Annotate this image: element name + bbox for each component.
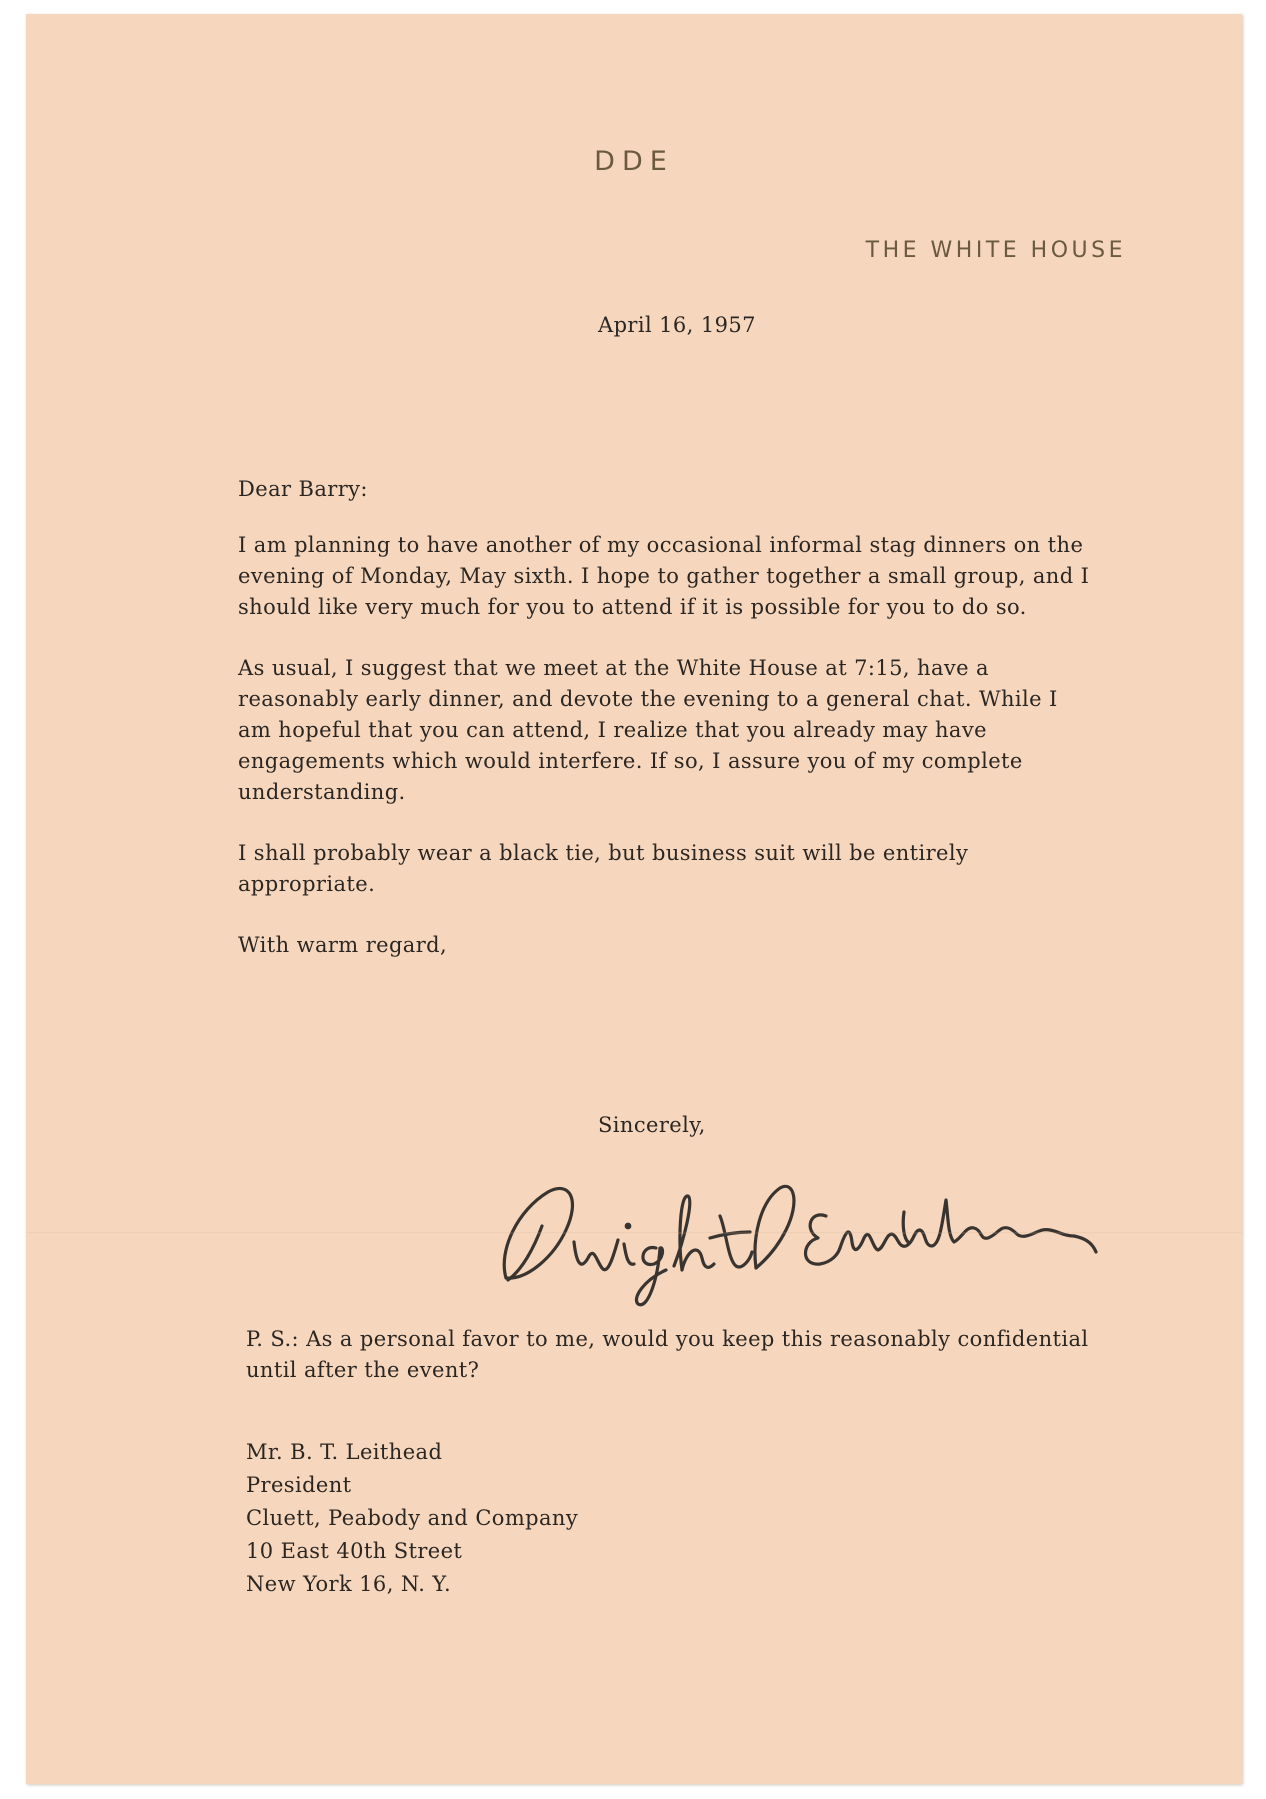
letter-body [238,530,1098,991]
monogram: DDE [594,146,674,177]
recipient-name: Mr. B. T. Leithead [246,1440,443,1464]
body-paragraph-1: I am planning to have another of my occasional informal stag dinners on the evening of Monday, May sixth. I hope to gather together a small group, and I should like very much for you to attend if it is possible for you to do so. [238,533,1090,619]
body-paragraph-3: I shall probably wear a black tie, but business suit will be entirely appropriate. [238,841,969,896]
letter-sheet [26,14,1242,1784]
signature [488,1130,1118,1310]
body-paragraph-4: With warm regard, [238,933,448,957]
letterhead-title: THE WHITE HOUSE [865,238,1126,263]
salutation: Dear Barry: [238,477,368,501]
postscript: P. S.: As a personal favor to me, would you keep this reasonably confidential until after the event? [246,1327,1089,1382]
recipient-title: President [246,1473,352,1497]
recipient-company: Cluett, Peabody and Company [246,1506,579,1530]
body-paragraph-2: As usual, I suggest that we meet at the White House at 7:15, have a reasonably early dinner, and devote the evening to a general chat. While I am hopeful that you can attend, I realize that you already may have engagements which would interfere. If so, I assure you of my complete understanding. [238,656,1058,804]
recipient-city: New York 16, N. Y. [246,1572,452,1596]
recipient-street: 10 East 40th Street [246,1539,463,1563]
recipient-address [246,1436,578,1601]
letter-date: April 16, 1957 [598,313,756,337]
closing: Sincerely, [598,1113,706,1137]
